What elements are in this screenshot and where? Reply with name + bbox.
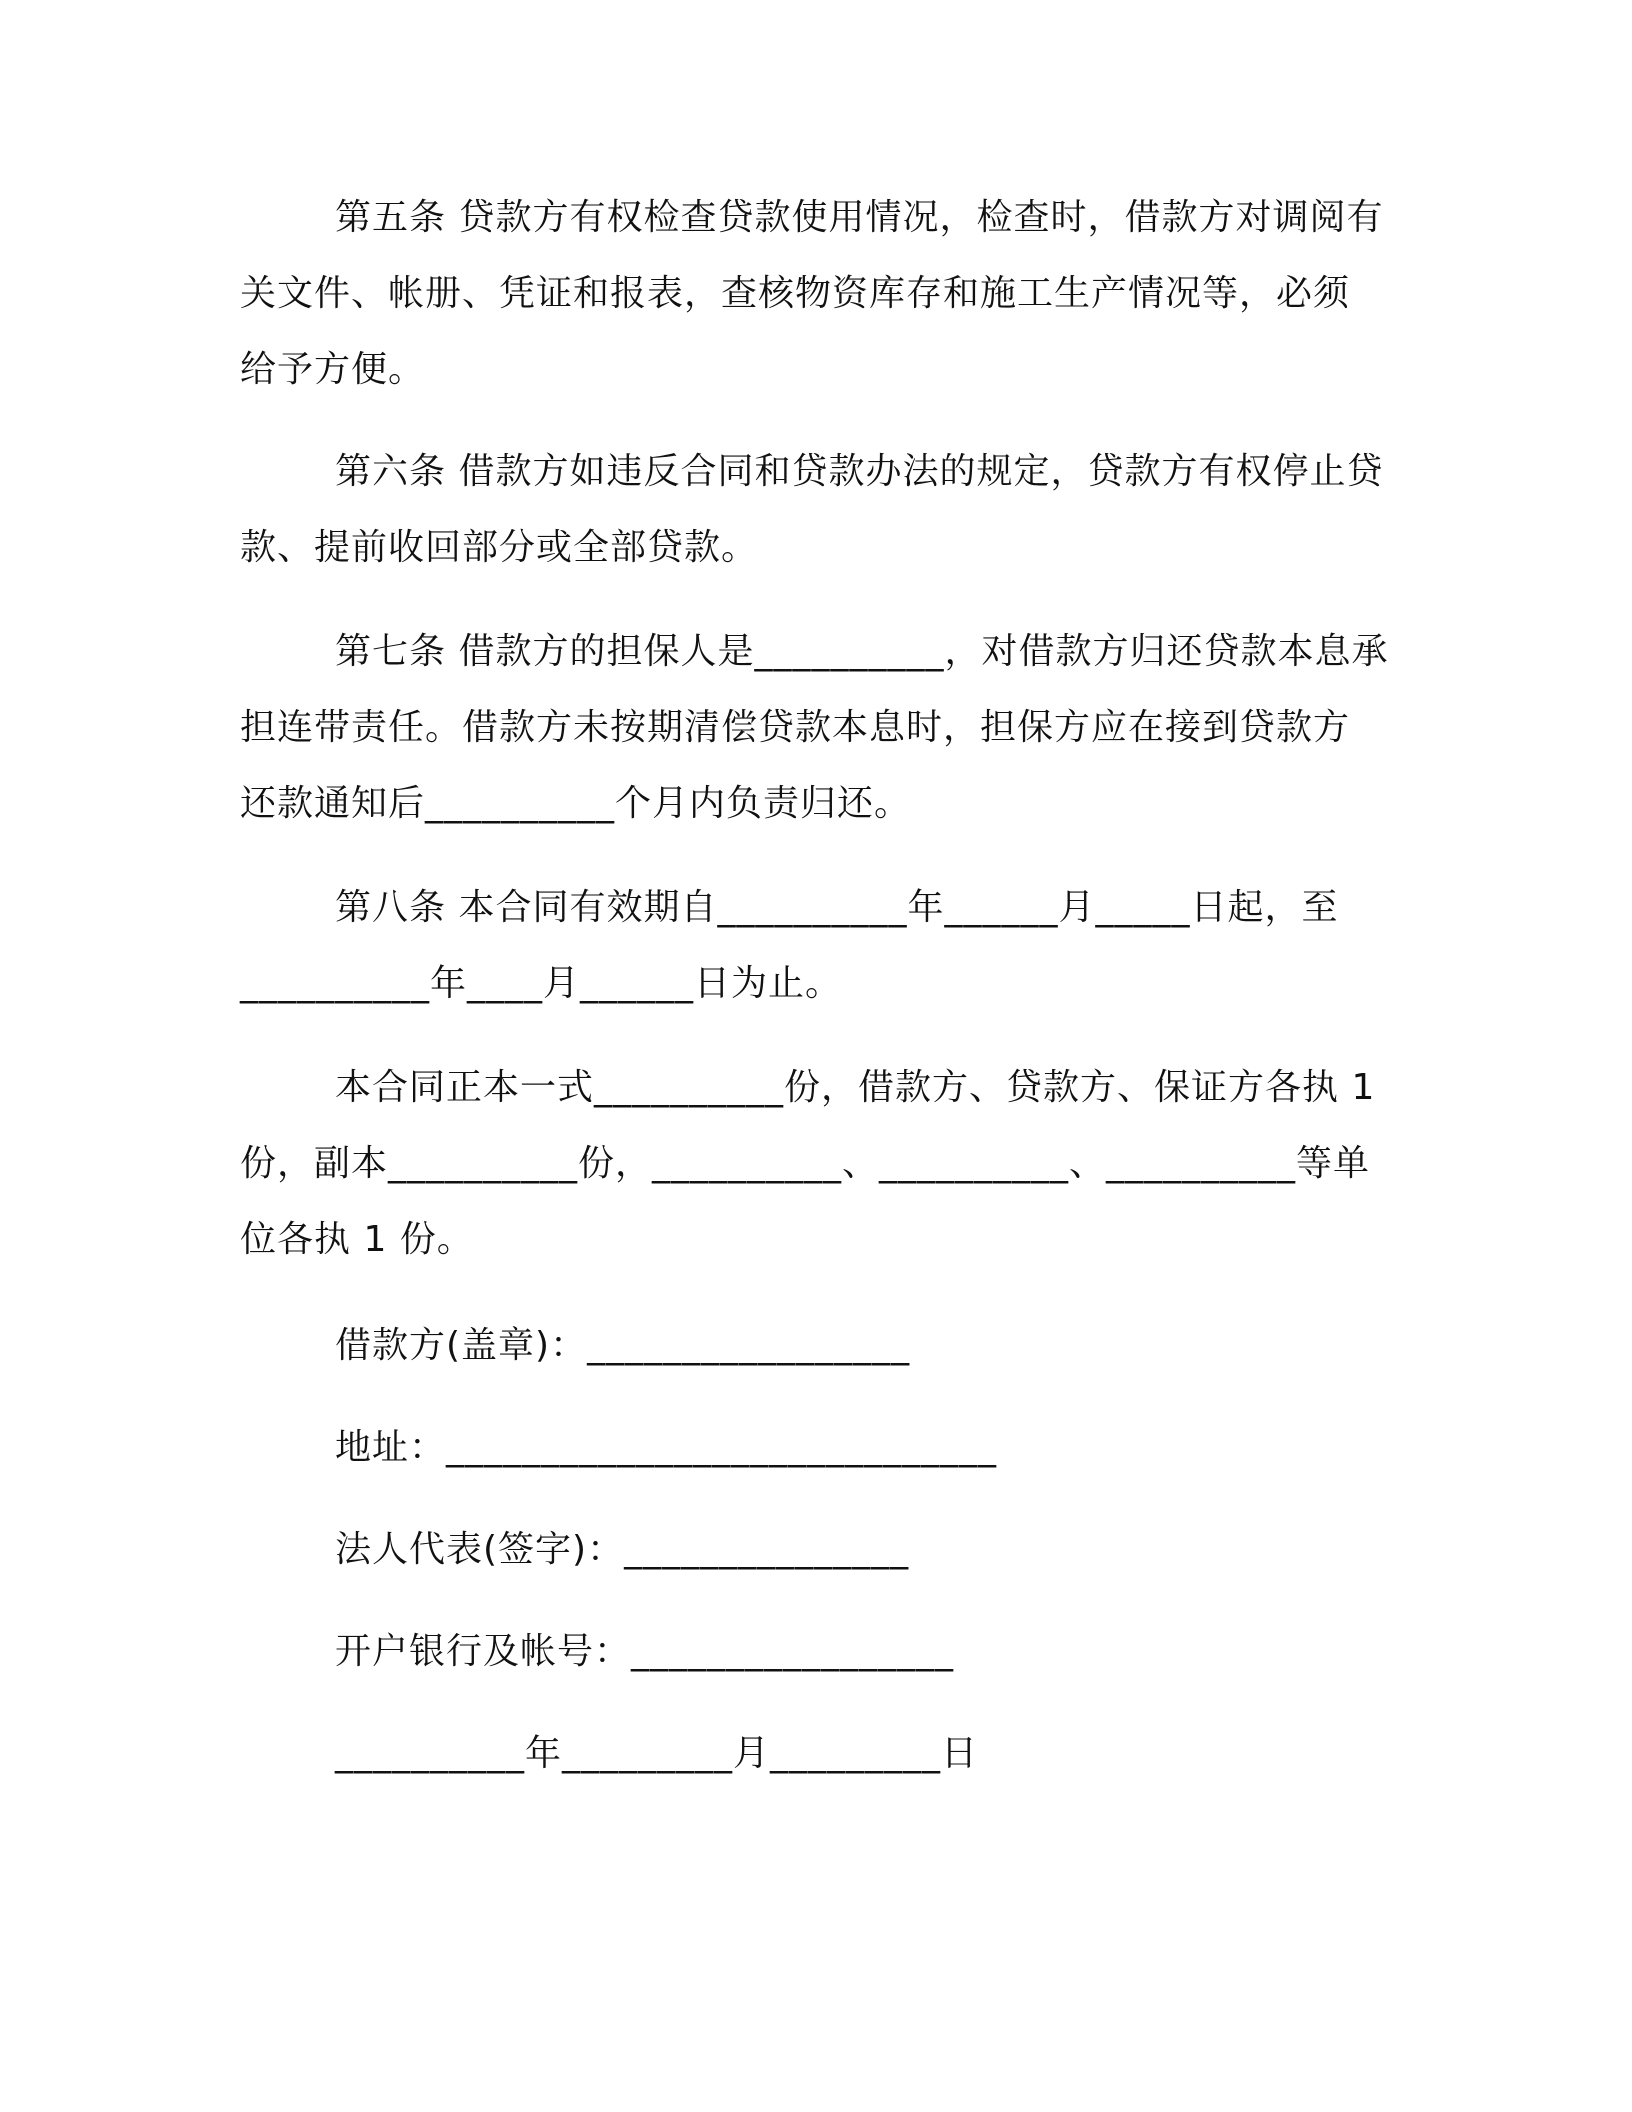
article-6-line-2: 款、提前收回部分或全部贷款。: [240, 527, 759, 568]
borrower-seal-field: 借款方(盖章)：_________________: [335, 1325, 911, 1366]
copies-line-3: 位各执 1 份。: [240, 1219, 474, 1260]
address-field: 地址：_____________________________: [335, 1427, 998, 1468]
article-7-line-3: 还款通知后__________个月内负责归还。: [240, 783, 912, 824]
article-5-line-3: 给予方便。: [240, 349, 426, 390]
article-5-line-1: 第五条 贷款方有权检查贷款使用情况，检查时，借款方对调阅有: [335, 197, 1384, 238]
legal-representative-field: 法人代表(签字)：_______________: [335, 1529, 910, 1570]
copies-line-2: 份，副本__________份，__________、__________、__________等单: [240, 1143, 1371, 1184]
article-7-line-2: 担连带责任。借款方未按期清偿贷款本息时，担保方应在接到贷款方: [240, 707, 1351, 748]
article-8-line-1: 第八条 本合同有效期自__________年______月_____日起，至: [335, 887, 1339, 928]
signature-date-field: __________年_________月_________日: [335, 1733, 978, 1774]
article-8-line-2: __________年____月______日为止。: [240, 963, 843, 1004]
article-6-line-1: 第六条 借款方如违反合同和贷款办法的规定，贷款方有权停止贷: [335, 451, 1384, 492]
article-5-line-2: 关文件、帐册、凭证和报表，查核物资库存和施工生产情况等，必须: [240, 273, 1351, 314]
bank-account-field: 开户银行及帐号：_________________: [335, 1631, 955, 1672]
article-7-line-1: 第七条 借款方的担保人是__________，对借款方归还贷款本息承: [335, 631, 1389, 672]
copies-line-1: 本合同正本一式__________份，借款方、贷款方、保证方各执 1: [335, 1067, 1376, 1108]
